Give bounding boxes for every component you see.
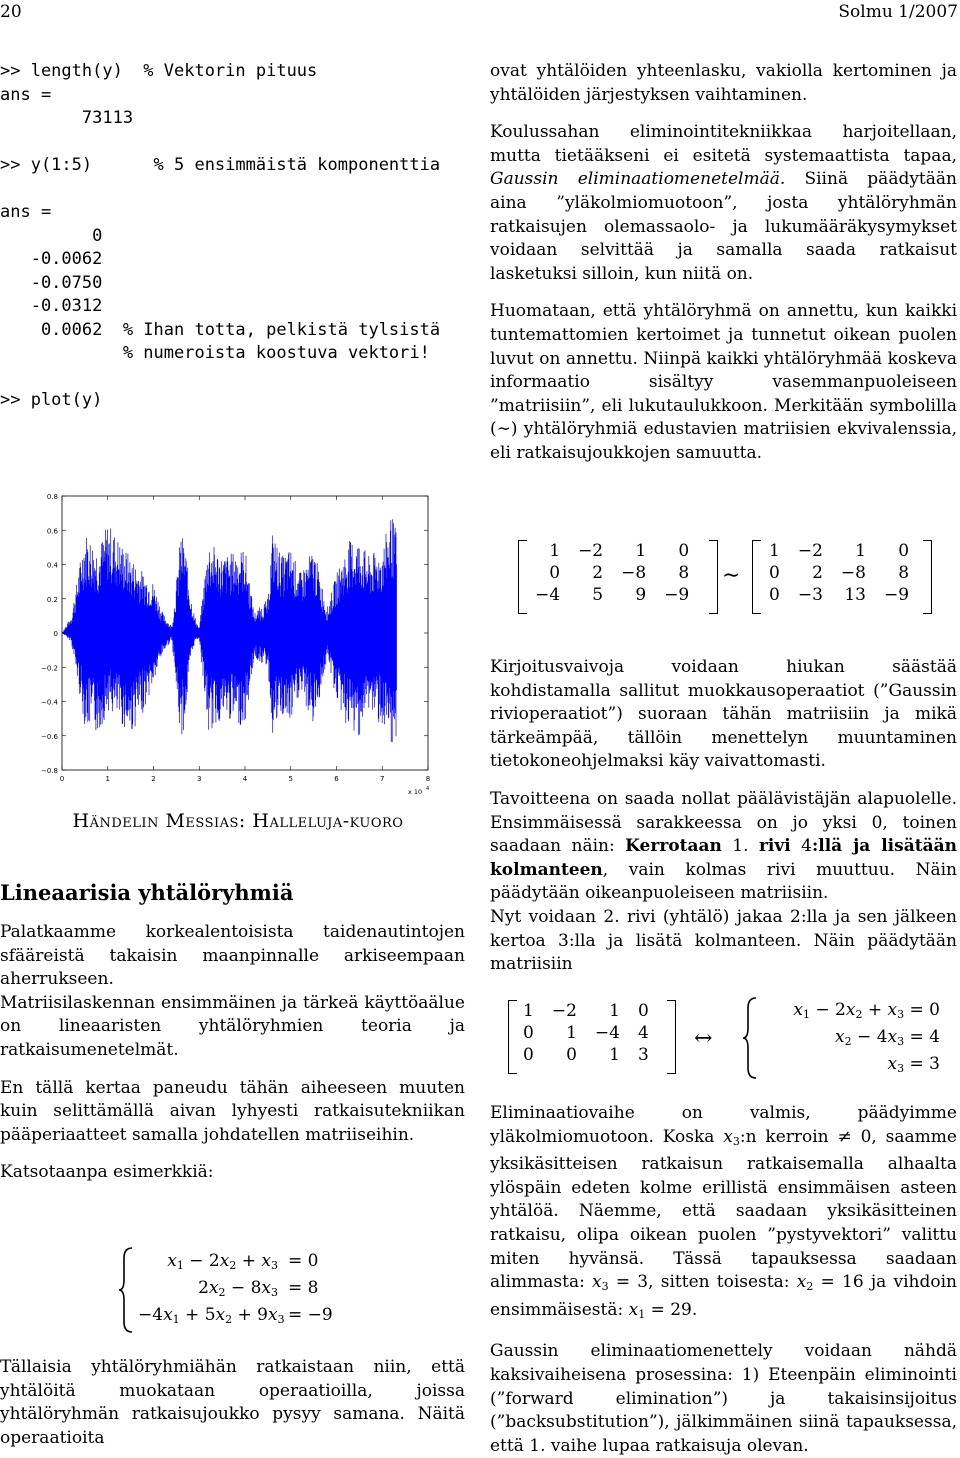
x-tick-label: 5 xyxy=(288,775,293,783)
code-line: -0.0062 xyxy=(0,249,103,269)
y-tick-label: −0.4 xyxy=(41,698,58,707)
code-line: 73113 xyxy=(0,108,134,128)
matrix-a-cell: −2 xyxy=(578,541,604,561)
waveform-plot xyxy=(0,484,440,794)
waveform-series-y xyxy=(62,519,397,742)
matrix-c-cell: 0 xyxy=(637,1001,649,1021)
matrix-a-cell: 1 xyxy=(549,541,561,561)
code-line: % numeroista koostuva vektori! xyxy=(0,343,430,363)
y-tick-label: −0.2 xyxy=(41,664,58,673)
x-tick-label: 0 xyxy=(59,775,65,783)
equation-2-rhs: 8 xyxy=(307,1278,319,1298)
code-line: ans = xyxy=(0,202,52,222)
page-number: 20 xyxy=(0,2,22,22)
matrix-c-cell: 4 xyxy=(637,1023,649,1043)
code-line: 0 xyxy=(0,225,103,246)
matrix-c-cell: 0 xyxy=(523,1045,534,1065)
y-tick-label: −0.8 xyxy=(41,767,58,775)
code-line: >> length(y) % Vektorin pituus xyxy=(0,61,318,81)
x-tick-label: 8 xyxy=(425,775,431,783)
x-axis-multiplier: x 10 xyxy=(408,788,423,794)
matrix-b-cell: 13 xyxy=(844,585,866,605)
matrix-a-cell: 8 xyxy=(678,563,690,583)
left-paragraph-1: Palatkaamme korkealentoisista taidenautintojen sfääreistä takaisin maanpinnalle arkiseempaan aherrukseen. xyxy=(0,922,465,990)
matrix-a-cell: −9 xyxy=(664,585,690,605)
matrix-b-cell: 2 xyxy=(812,563,823,583)
code-line xyxy=(0,178,440,202)
y-tick-label: 0.6 xyxy=(46,527,58,536)
matrix-b-cell: 8 xyxy=(898,563,910,583)
code-line: >> plot(y) xyxy=(0,390,103,410)
matrix-a-cell: 2 xyxy=(592,563,604,583)
left-paragraph-5: Tällaisia yhtälöryhmiähän ratkaistaan niin, että yhtälöitä muokataan operaatioilla, joissa yhtälöryhmän ratkaisujoukko pysyy samana. Näitä operaatioita xyxy=(0,1357,465,1448)
matrix-a-cell: 0 xyxy=(678,541,690,561)
right-paragraph-7: Eliminaatiovaihe on valmis, päädyimme yläkolmiomuotoon. Koska $x_3:n$ kerroin ≠ 0, saamme yksikäsitteisen ratkaisun ratkaisemalla alhaalta ylöspäin edeten kolme erillistä ensimmäisen asteen yhtälöä. Näemme, että saadaan yksikäsitteinen ratkaisu, olipa oikean puolen ”pystyvektori” valittu miten hyvänsä. Tässä tapauksessa saadaan alimmasta: $x_3 = 3$, sitten toisesta: $x_2 = 16$ ja vihdoin ensimmäisestä: $x_1 = 29$. xyxy=(490,1103,957,1321)
x-tick-label: 4 xyxy=(242,775,248,783)
left-brace-icon xyxy=(118,1246,134,1334)
matrix-c-cell: 1 xyxy=(609,1045,620,1065)
right-paragraph-4: Kirjoitusvaivoja voidaan hiukan säästää kohdistamalla sallitut muokkausoperaatiot (”Gaussin rivioperaatiot”) suoraan tähän matriisiin ja mikä tärkeämpää, tällöin menettelyn muuntaminen tietokoneohjelmaksi käy vaivattomasti. xyxy=(490,657,957,772)
x-tick-label: 3 xyxy=(197,775,202,783)
matrix-a xyxy=(518,540,718,614)
right-paragraph-1: ovat yhtälöiden yhteenlasku, vakiolla kertominen ja yhtälöiden järjestyksen vaihtaminen. xyxy=(490,61,957,105)
code-line: >> y(1:5) % 5 ensimmäistä komponenttia xyxy=(0,155,441,175)
x-tick-label: 6 xyxy=(334,775,339,783)
matrix-a-cell: 1 xyxy=(635,541,647,561)
x-tick-label: 1 xyxy=(105,775,110,783)
figure-caption: Händelin Messias: Halleluja-kuoro xyxy=(72,810,404,832)
matrix-a-cell: −8 xyxy=(621,563,647,583)
matrix-c xyxy=(508,1000,676,1074)
code-line: 0.0062 % Ihan totta, pelkistä tylsistä xyxy=(0,319,441,340)
journal-issue: Solmu 1/2007 xyxy=(838,2,958,22)
left-paragraph-3: En tällä kertaa paneudu tähän aiheeseen muuten kuin selittämällä aivan lyhyesti ratkaisutekniikan pääperiaatteet samalla johdatellen matriiseihin. xyxy=(0,1077,465,1145)
y-tick-label: −0.6 xyxy=(41,732,58,741)
equation-system-1: $x_1 - 2x_2 + x_3$ $2x_2 - 8x_3$ $-4x_1 + 5x_2 + 9x_3$ = 0 = 8 = −9 xyxy=(118,1246,348,1334)
code-line xyxy=(0,131,440,155)
matrix-a-cell: 5 xyxy=(592,585,604,605)
equivalence-symbol: ∼ xyxy=(722,563,741,588)
system2-rhs-2: 4 xyxy=(929,1027,940,1047)
equivalence-arrow-icon: ↔ xyxy=(694,1026,713,1051)
matrix-a-cell: 0 xyxy=(549,563,561,583)
system2-rhs-1: 0 xyxy=(929,1000,940,1020)
matrix-c-cell: 3 xyxy=(637,1045,649,1065)
section-title: Lineaarisia yhtälöryhmiä xyxy=(0,880,294,905)
right-paragraph-2: Koulussahan eliminointitekniikkaa harjoitellaan, mutta tietääkseni ei esitetä systemaattista tapaa, Gaussin eliminaatiomenetelmää. Siinä päädytään aina ”yläkolmiomuotoon”, josta yhtälöryhmän ratkaisujen olemassaolo- ja lukumääräkysymykset voidaan selvittää ja samalla saada ratkaisut lasketuksi silloin, kun niitä on. xyxy=(490,122,957,284)
matrix-a-cell: −4 xyxy=(535,585,561,605)
matrix-c-cell: 0 xyxy=(523,1023,534,1043)
system2-rhs-3: 3 xyxy=(929,1054,940,1074)
matrix-c-cell: 1 xyxy=(523,1001,534,1021)
x-tick-label: 7 xyxy=(380,775,385,783)
y-tick-label: 0.8 xyxy=(46,493,58,501)
matlab-code-block xyxy=(0,60,440,413)
right-paragraph-6: Nyt voidaan 2. rivi (yhtälö) jakaa 2:lla ja sen jälkeen kertoa 3:lla ja lisätä kolmanteen. Näin päädytään matriisiin xyxy=(490,906,957,975)
right-paragraph-8: Gaussin eliminaatiomenettely voidaan nähdä kaksivaiheisena prosessina: 1) Eteenpäin eliminointi (”forward elimination”) ja takaisinsijoitus (”backsubstitution”), jälkimmäinen siinä tapauksessa, että 1. vaihe lupaa ratkaisuja olevan. xyxy=(490,1341,957,1456)
right-paragraph-5: Tavoitteena on saada nollat päälävistäjän alapuolelle. Ensimmäisessä sarakkeessa on jo yksi 0, toinen saadaan näin: Kerrotaan 1. rivi 4:llä ja lisätään kolmanteen, vain kolmas rivi muuttuu. Näin päädytään oikeanpuoleiseen matriisiin. xyxy=(490,788,957,904)
matrix-b-cell: 1 xyxy=(769,541,780,561)
matrix-a-cell: 9 xyxy=(635,585,647,605)
equation-1-lhs: $x_1 - 2x_2 + x_3$ xyxy=(167,1251,278,1272)
left-brace-icon xyxy=(742,996,758,1080)
left-paragraph-2: Matriisilaskennan ensimmäinen ja tärkeä käyttöaälue on lineaaristen yhtälöryhmien teoria ja ratkaisumenetelmät. xyxy=(0,992,465,1060)
x-tick-label: 2 xyxy=(151,775,156,783)
equation-system-2: $x_1 - 2x_2 + x_3 = 0$ $x_2 - 4x_3 = 4$ $x_3 = 3$ xyxy=(742,996,942,1080)
matrix-b-cell: 0 xyxy=(769,563,780,583)
code-line xyxy=(0,366,440,390)
right-paragraph-3: Huomataan, että yhtälöryhmä on annettu, kun kaikki tuntemattomien kertoimet ja tunnetut oikean puolen luvut on annettu. Niinpä kaikki yhtälöryhmää koskeva informaatio sisältyy vasemmanpuoleiseen ”matriisiin”, eli lukutaulukkoon. Merkitään symbolilla (∼) yhtälöryhmiä edustavien matriisien ekvivalenssia, eli ratkaisujoukkojen samuutta. xyxy=(490,301,957,463)
equation-2-lhs: $2x_2 - 8x_3$ xyxy=(198,1278,278,1299)
matrix-b-cell: −2 xyxy=(797,541,823,561)
left-paragraph-4: Katsotaanpa esimerkkiä: xyxy=(0,1162,214,1183)
y-tick-label: 0.2 xyxy=(46,595,58,604)
y-tick-label: 0.4 xyxy=(46,561,58,570)
equation-3-lhs: $-4x_1 + 5x_2 + 9x_3$ xyxy=(138,1305,285,1326)
matrix-b-cell: 1 xyxy=(855,541,866,561)
matrix-b-cell: −9 xyxy=(883,585,910,605)
matrix-b-cell: 0 xyxy=(898,541,910,561)
matrix-b xyxy=(752,540,932,614)
matrix-c-cell: 1 xyxy=(566,1023,577,1043)
x-axis-multiplier-exponent: 4 xyxy=(426,786,430,792)
equation-1-rhs: 0 xyxy=(307,1251,319,1271)
matrix-b-cell: −3 xyxy=(797,585,823,605)
code-line: -0.0312 xyxy=(0,296,103,316)
matrix-c-cell: −2 xyxy=(551,1001,577,1021)
y-tick-label: 0 xyxy=(53,630,58,638)
matrix-c-cell: −4 xyxy=(594,1023,620,1043)
code-line: -0.0750 xyxy=(0,272,103,293)
matrix-b-cell: −8 xyxy=(840,563,866,583)
matrix-c-cell: 1 xyxy=(609,1001,620,1021)
matrix-c-cell: 0 xyxy=(566,1045,577,1065)
equation-3-rhs: −9 xyxy=(307,1305,333,1325)
matrix-b-cell: 0 xyxy=(769,585,780,605)
code-line: ans = xyxy=(0,84,52,105)
